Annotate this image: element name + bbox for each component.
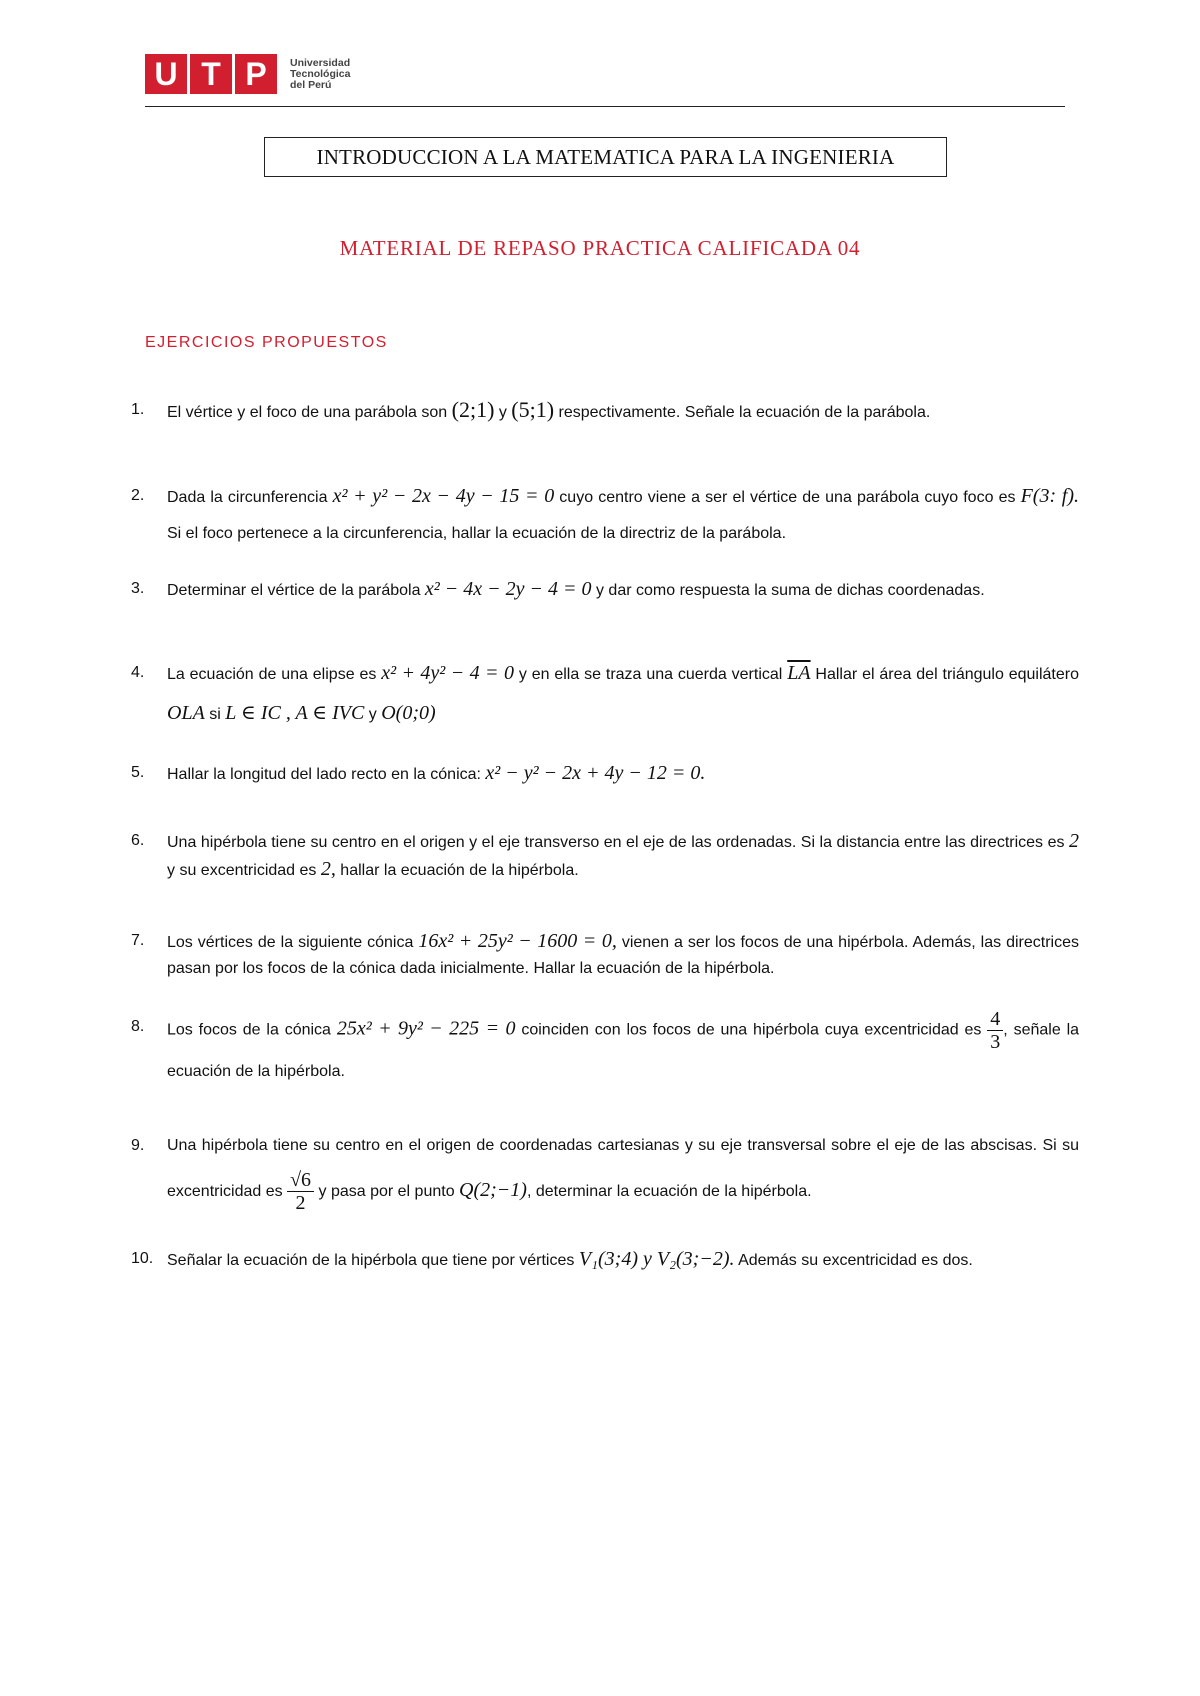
exercise-text: respectivamente. Señale la ecuación de la parábola. <box>554 404 931 421</box>
exercise-text: Si el foco pertenece a la circunferencia, hallar la ecuación de la directriz de la parábola. <box>167 525 787 542</box>
section-heading: EJERCICIOS PROPUESTOS <box>145 334 388 351</box>
exercise-5 <box>131 760 1079 788</box>
math-expression: x² − 4x − 2y − 4 = 0 <box>424 578 592 600</box>
math-expression: 25x² + 9y² − 225 = 0 <box>336 1017 516 1040</box>
exercise-number: 8. <box>131 1018 145 1035</box>
math-expression: 16x² + 25y² − 1600 = 0, <box>418 930 617 952</box>
exercise-text: , señale la ecuación de la hipérbola. <box>167 1021 1080 1080</box>
header <box>145 52 1065 107</box>
math-expression: Q(2;−1) <box>459 1179 527 1201</box>
exercise-text: cuyo centro viene a ser el vértice de una parábola cuyo foco es <box>554 489 1021 506</box>
exercise-number: 3. <box>131 580 145 597</box>
exercise-text: La ecuación de una elipse es <box>167 666 382 683</box>
exercise-text: Los vértices de la siguiente cónica <box>167 934 419 951</box>
math-expression: L ∈ IC , A ∈ IVC <box>225 702 365 724</box>
exercise-text: Una hipérbola tiene su centro en el origen de coordenadas cartesianas y su eje transversal sobre el eje de las abscisas. Si su excentricidad es <box>167 1137 1079 1200</box>
exercise-text: Una hipérbola tiene su centro en el origen y el eje transverso en el eje de las ordenadas. Si la distancia entre las directrices es <box>167 834 1069 851</box>
math-expression: F(3: f). <box>1020 485 1080 507</box>
fraction-numerator: √6 <box>287 1169 314 1192</box>
exercise-text: y su excentricidad es <box>167 862 321 879</box>
exercise-number: 4. <box>131 664 145 681</box>
exercise-text: vienen a ser los focos de una hipérbola. Además, las directrices pasan por los focos de la cónica dada inicialmente. Hallar la ecuación de la hipérbola. <box>167 934 1080 977</box>
exercise-text: hallar la ecuación de la hipérbola. <box>335 862 579 879</box>
exercise-text: y <box>364 706 382 723</box>
exercise-text: Dada la circunferencia <box>167 489 333 506</box>
utp-logo <box>145 54 350 94</box>
exercise-9 <box>131 1124 1079 1214</box>
exercise-number: 9. <box>131 1137 145 1154</box>
exercise-text: coinciden con los focos de una hipérbola cuya excentricidad es <box>515 1021 988 1039</box>
math-expression: V₁(3;4) y V₂(3;−2). <box>578 1248 735 1270</box>
logo-letter-t: T <box>190 54 232 94</box>
logo-text-line: del Perú <box>290 78 332 91</box>
logo-text-line: Tecnológica <box>290 67 351 80</box>
exercise-number: 6. <box>131 832 145 849</box>
exercise-text: Hallar la longitud del lado recto en la cónica: <box>167 766 486 783</box>
document-subtitle: MATERIAL DE REPASO PRACTICA CALIFICADA 04 <box>339 236 861 260</box>
exercise-7 <box>131 928 1079 982</box>
exercise-4 <box>131 654 1079 734</box>
exercise-text: y en ella se traza una cuerda vertical <box>513 666 788 683</box>
exercise-6 <box>131 828 1079 884</box>
exercise-10 <box>131 1244 1079 1276</box>
exercise-number: 1. <box>131 401 145 418</box>
fraction-denominator: 3 <box>990 1031 1001 1053</box>
exercise-text: y <box>494 404 512 421</box>
logo-text <box>290 58 350 91</box>
math-expression: x² − y² − 2x + 4y − 12 = 0. <box>485 762 706 784</box>
course-title: INTRODUCCION A LA MATEMATICA PARA LA INGENIERIA <box>264 137 947 177</box>
exercise-text: Además su excentricidad es dos. <box>734 1252 973 1269</box>
exercise-text: Determinar el vértice de la parábola <box>167 582 425 599</box>
exercise-text: Hallar el área del triángulo equilátero <box>810 666 1080 683</box>
logo-text-line: Universidad <box>290 56 351 69</box>
exercise-number: 2. <box>131 487 145 504</box>
math-expression: (2;1) <box>451 397 495 422</box>
exercise-number: 10. <box>131 1250 154 1267</box>
exercise-text: Los focos de la cónica <box>167 1021 337 1039</box>
exercise-text: El vértice y el foco de una parábola son <box>167 404 452 421</box>
exercise-3 <box>131 576 1079 604</box>
exercise-text: , determinar la ecuación de la hipérbola. <box>526 1183 812 1200</box>
math-expression: O(0;0) <box>381 702 436 724</box>
exercise-text: y dar como respuesta la suma de dichas coordenadas. <box>591 582 985 599</box>
exercise-number: 7. <box>131 932 145 949</box>
math-expression: x² + y² − 2x − 4y − 15 = 0 <box>332 485 555 507</box>
fraction <box>987 1008 1003 1053</box>
fraction <box>287 1169 314 1214</box>
exercise-2 <box>131 478 1079 552</box>
exercise-8 <box>131 1008 1079 1091</box>
math-expression: OLA <box>167 702 205 724</box>
math-expression: 2 <box>1069 830 1079 852</box>
exercise-1 <box>131 397 1079 426</box>
math-expression: $\overline{LA}$ <box>787 662 811 684</box>
logo-letter-u: U <box>145 54 187 94</box>
fraction-denominator: 2 <box>295 1192 306 1215</box>
fraction-numerator: 4 <box>987 1008 1003 1031</box>
exercise-number: 5. <box>131 764 145 781</box>
exercise-text: y pasa por el punto <box>314 1183 460 1200</box>
math-expression: (5;1) <box>511 397 555 422</box>
exercise-text: si <box>204 706 226 723</box>
math-expression: 2, <box>320 858 336 880</box>
math-expression: x² + 4y² − 4 = 0 <box>381 662 514 684</box>
logo-letter-p: P <box>235 54 277 94</box>
exercise-text: Señalar la ecuación de la hipérbola que tiene por vértices <box>167 1252 579 1269</box>
